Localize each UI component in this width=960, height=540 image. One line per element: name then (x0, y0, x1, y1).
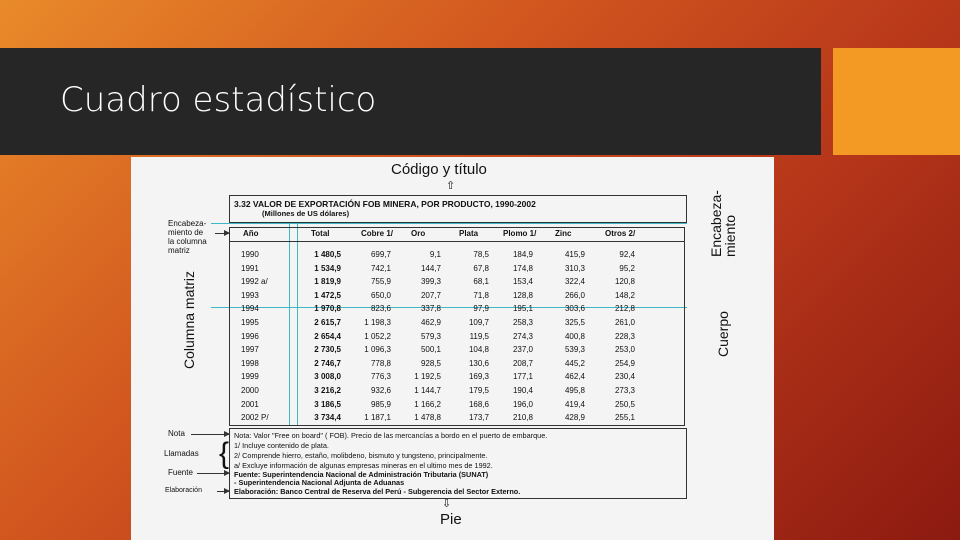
table-cell: 932,6 (370, 386, 391, 395)
table-cell: 253,0 (614, 345, 635, 355)
table-cell: 419,4 (564, 399, 585, 409)
table-cell: 258,3 (512, 318, 533, 327)
table-cell: 97,9 (473, 304, 489, 314)
table-cell: 237,0 (512, 345, 533, 355)
table-cell: 1 166,2 (414, 399, 441, 409)
table-cell: 539,3 (564, 345, 585, 355)
table-cell: 1 970,8 (314, 304, 341, 314)
table-cell: 196,0 (512, 399, 533, 409)
table-cell: 207,7 (420, 290, 441, 300)
table-cell: 95,2 (619, 263, 635, 273)
table-cell: 2 730,5 (314, 345, 341, 355)
table-cell: 1991 (241, 263, 259, 273)
table-cell: 310,3 (564, 263, 585, 273)
table-cell: 928,5 (420, 358, 441, 368)
table-cell: 1999 (241, 372, 259, 382)
table-cell: 1 052,2 (364, 331, 391, 341)
table-row (131, 318, 691, 332)
table-cell: 128,8 (512, 290, 533, 300)
table-cell: 104,8 (468, 345, 489, 355)
table-row (131, 250, 691, 264)
table-cell: 1 192,5 (414, 372, 441, 382)
table-cell: 195,1 (512, 304, 533, 314)
up-arrow-icon: ⇧ (446, 180, 456, 192)
note-line: 1/ Incluye contenido de plata. (234, 441, 329, 450)
table-cell: 174,8 (512, 263, 533, 273)
elaboracion-label: Elaboración (165, 487, 202, 494)
table-cell: 462,9 (420, 318, 441, 327)
table-cell: 208,7 (512, 358, 533, 368)
accent-block (833, 48, 960, 155)
table-cell: 3 008,0 (314, 372, 341, 382)
table-cell: 3 734,4 (314, 413, 341, 423)
table-cell: 266,0 (564, 290, 585, 300)
table-cell: 2002 P/ (241, 413, 269, 423)
table-cell: 823,6 (370, 304, 391, 314)
table-cell: 92,4 (619, 250, 635, 259)
table-cell: 1 472,5 (314, 290, 341, 300)
table-cell: 144,7 (420, 263, 441, 273)
table-row (131, 291, 691, 305)
columna-matriz-label: Columna matriz (181, 270, 197, 369)
table-cell: 776,3 (370, 372, 391, 382)
table-cell: 1 187,1 (364, 413, 391, 423)
table-row (131, 372, 691, 386)
brace-icon: { (219, 437, 230, 470)
table-cell: 325,5 (564, 318, 585, 327)
table-cell: 2001 (241, 399, 259, 409)
table-cell: 337,8 (420, 304, 441, 314)
table-cell: 228,3 (614, 331, 635, 341)
table-cell: 120,8 (614, 277, 635, 287)
table-cell: 273,3 (614, 386, 635, 395)
table-cell: 177,1 (512, 372, 533, 382)
table-cell: 415,9 (564, 250, 585, 259)
table-cell: 1 096,3 (364, 345, 391, 355)
table-cell: 1 480,5 (314, 250, 341, 259)
table-cell: 169,3 (468, 372, 489, 382)
table-row (131, 400, 691, 414)
encabezamiento-label: Encabeza- miento (708, 190, 738, 257)
table-cell: 184,9 (512, 250, 533, 259)
table-cell: 399,3 (420, 277, 441, 287)
table-cell: 261,0 (614, 318, 635, 327)
table-cell: 1994 (241, 304, 259, 314)
table-cell: 255,1 (614, 413, 635, 423)
table-cell: 303,6 (564, 304, 585, 314)
table-cell: 210,8 (512, 413, 533, 423)
column-header: Plomo 1/ (503, 229, 537, 238)
table-cell: 322,4 (564, 277, 585, 287)
table-cell: 1998 (241, 358, 259, 368)
table-cell: 250,5 (614, 399, 635, 409)
table-row (131, 304, 691, 318)
column-header: Zinc (555, 229, 572, 238)
table-cell: 1995 (241, 318, 259, 327)
column-header: Plata (459, 229, 479, 238)
table-header-box (229, 195, 687, 223)
table-cell: 650,0 (370, 290, 391, 300)
guide-line (211, 223, 687, 224)
table-cell: 495,8 (564, 386, 585, 395)
down-arrow-icon: ⇩ (442, 498, 452, 510)
llamadas-label: Llamadas (164, 449, 199, 458)
arrow-icon (191, 434, 229, 435)
table-cell: 71,8 (473, 290, 489, 300)
table-row (131, 413, 691, 427)
table-cell: 1993 (241, 290, 259, 300)
table-cell: 212,8 (614, 304, 635, 314)
table-row (131, 332, 691, 346)
encab-col-label: Encabeza- miento de la columna matriz (168, 219, 207, 255)
table-cell: 119,5 (469, 331, 489, 341)
table-title: 3.32 VALOR DE EXPORTACIÓN FOB MINERA, POR PRODUCTO, 1990-2002 (234, 199, 536, 209)
table-cell: 755,9 (370, 277, 391, 287)
table-cell: 1 534,9 (314, 263, 341, 273)
table-cell: 1997 (241, 345, 259, 355)
table-cell: 1 819,9 (314, 277, 341, 287)
codigo-label: Código y título (391, 161, 487, 178)
table-cell: 742,1 (370, 263, 391, 273)
table-cell: 1992 a/ (241, 277, 268, 287)
rule (229, 227, 685, 228)
table-cell: 3 186,5 (314, 399, 341, 409)
table-cell: 109,7 (468, 318, 489, 327)
table-cell: 400,8 (564, 331, 585, 341)
note-line: Elaboración: Banco Central de Reserva del Perú - Subgerencia del Sector Externo. (234, 487, 521, 496)
table-cell: 168,6 (468, 399, 489, 409)
table-cell: 985,9 (370, 399, 391, 409)
table-cell: 67,8 (473, 263, 489, 273)
note-line: Fuente: Superintendencia Nacional de Administración Tributaria (SUNAT) (234, 470, 489, 479)
table-cell: 462,4 (564, 372, 585, 382)
table-cell: 190,4 (512, 386, 533, 395)
arrow-icon (215, 233, 229, 234)
table-cell: 2 654,4 (314, 331, 341, 341)
cuerpo-label: Cuerpo (715, 311, 731, 357)
table-row (131, 359, 691, 373)
column-header: Año (243, 229, 259, 238)
table-cell: 230,4 (614, 372, 635, 382)
note-line: - Superintendencia Nacional Adjunta de Aduanas (234, 478, 405, 487)
column-header: Oro (411, 229, 426, 238)
note-line: a/ Excluye información de algunas empresas mineras en el ultimo mes de 1992. (234, 461, 493, 470)
table-cell: 2000 (241, 386, 259, 395)
table-row (131, 277, 691, 291)
notes-box (229, 428, 687, 499)
table-cell: 3 216,2 (314, 386, 341, 395)
table-cell: 1 144,7 (414, 386, 441, 395)
column-header: Cobre 1/ (361, 229, 394, 238)
table-cell: 1990 (241, 250, 259, 259)
arrow-icon (197, 473, 229, 474)
fuente-label: Fuente (168, 468, 193, 477)
table-cell: 699,7 (370, 250, 391, 259)
pie-label: Pie (440, 511, 462, 528)
table-row (131, 345, 691, 359)
column-header: Total (311, 229, 330, 238)
table-cell: 179,5 (468, 386, 489, 395)
table-cell: 1 478,8 (414, 413, 441, 423)
note-line: 2/ Comprende hierro, estaño, molibdeno, bismuto y tungsteno, principalmente. (234, 451, 488, 460)
table-cell: 579,3 (420, 331, 441, 341)
table-row (131, 264, 691, 278)
nota-label: Nota (168, 429, 185, 438)
column-header: Otros 2/ (605, 229, 636, 238)
table-cell: 445,2 (564, 358, 585, 368)
table-cell: 9,1 (429, 250, 441, 259)
table-cell: 153,4 (512, 277, 533, 287)
table-row (131, 386, 691, 400)
table-cell: 428,9 (564, 413, 585, 423)
table-cell: 130,6 (468, 358, 489, 368)
table-figure (131, 157, 774, 540)
table-cell: 148,2 (614, 290, 635, 300)
table-cell: 68,1 (473, 277, 489, 287)
table-cell: 1996 (241, 331, 259, 341)
table-cell: 2 615,7 (314, 318, 341, 327)
table-subtitle: (Millones de US dólares) (262, 209, 350, 218)
table-cell: 78,5 (473, 250, 489, 259)
table-cell: 500,1 (420, 345, 441, 355)
table-cell: 2 746,7 (314, 358, 341, 368)
table-cell: 274,3 (512, 331, 533, 341)
table-cell: 173,7 (468, 413, 489, 423)
table-cell: 778,8 (370, 358, 391, 368)
table-cell: 254,9 (614, 358, 635, 368)
rule (229, 241, 685, 242)
slide-title: Cuadro estadístico (60, 80, 377, 120)
arrow-icon (217, 491, 229, 492)
note-line: Nota: Valor "Free on board" ( FOB). Precio de las mercancías a bordo en el puerto de embarque. (234, 431, 548, 440)
table-cell: 1 198,3 (364, 318, 391, 327)
